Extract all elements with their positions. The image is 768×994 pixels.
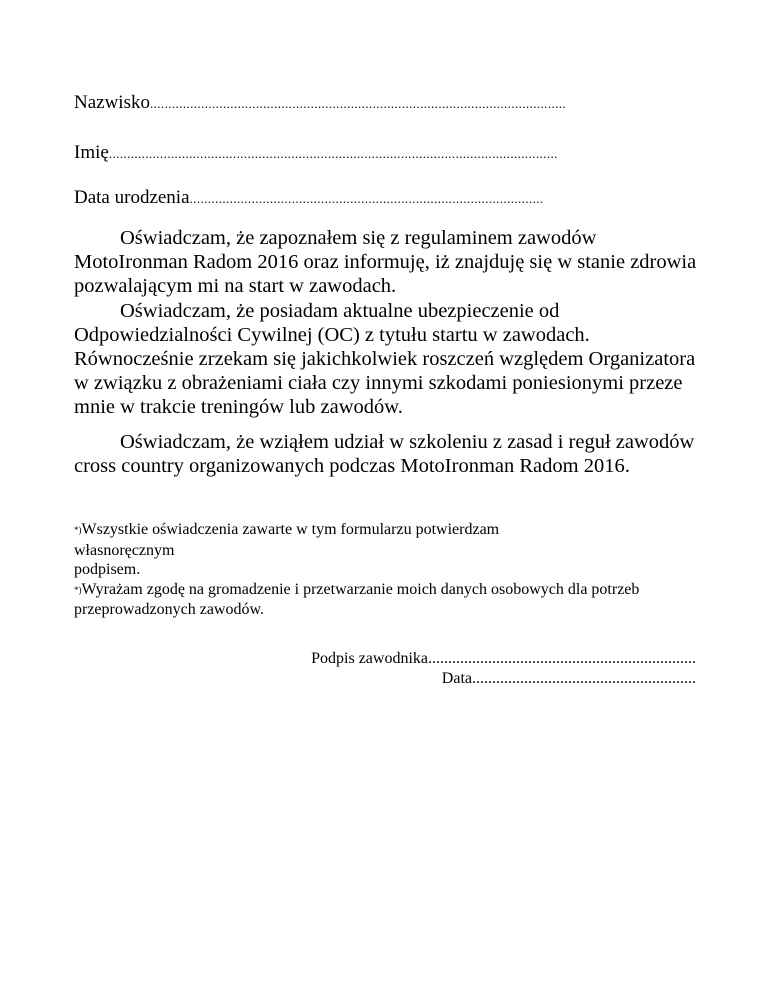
surname-dotted-line: .................................................................................................................. bbox=[149, 96, 567, 111]
footnote-marker: *) bbox=[74, 525, 82, 535]
birth-date-field[interactable] bbox=[74, 187, 696, 210]
footnote-2-text: Wyrażam zgodę na gromadzenie i przetwarzanie moich danych osobowych dla potrzeb przeprowadzonych zawodów. bbox=[74, 580, 640, 618]
declaration-block-1 bbox=[74, 226, 714, 420]
footnote-1-line-3: podpisem. bbox=[74, 561, 141, 578]
footnotes bbox=[74, 520, 704, 620]
declaration-training: Oświadczam, że wziąłem udział w szkoleniu z zasad i reguł zawodów cross country organizowanych podczas MotoIronman Radom 2016. bbox=[74, 431, 695, 478]
signature-line[interactable]: Podpis zawodnika................................................................... bbox=[311, 650, 696, 667]
surname-label: Nazwisko bbox=[74, 92, 150, 113]
footnote-data-consent bbox=[74, 580, 704, 620]
declaration-insurance: Oświadczam, że posiadam aktualne ubezpieczenie od Odpowiedzialności Cywilnej (OC) z tytułu startu w zawodach. Równocześnie zrzekam się jakichkolwiek roszczeń względem Organizatora w związku z obrażeniami ciała czy innymi szkodami poniesionymi przeze mnie w trakcie treningów lub zawodów. bbox=[74, 299, 696, 419]
date-line[interactable]: Data........................................................ bbox=[441, 670, 696, 687]
footnote-signature-confirmation bbox=[74, 520, 704, 580]
first-name-field[interactable] bbox=[74, 142, 696, 165]
footnote-1-line-1: Wszystkie oświadczenia zawarte w tym formularzu potwierdzam bbox=[81, 521, 500, 538]
birth-date-label: Data urodzenia bbox=[74, 187, 190, 208]
footnote-marker: *) bbox=[74, 584, 82, 595]
declaration-block-2 bbox=[74, 430, 714, 478]
surname-field[interactable] bbox=[74, 92, 696, 115]
first-name-dotted-line: ........................................................................................................................... bbox=[108, 146, 558, 161]
first-name-label: Imię bbox=[74, 142, 109, 163]
footnote-1-line-2: własnoręcznym bbox=[74, 541, 175, 559]
declaration-regulations: Oświadczam, że zapoznałem się z regulaminem zawodów MotoIronman Radom 2016 oraz informuję, iż znajduję się w stanie zdrowia pozwalającym mi na start w zawodach. bbox=[74, 227, 697, 298]
birth-date-dotted-line: ................................................................................................. bbox=[189, 191, 544, 206]
